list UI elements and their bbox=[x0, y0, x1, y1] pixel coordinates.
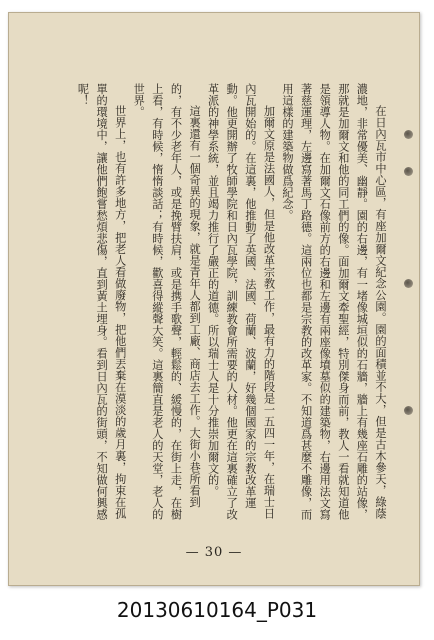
binding-hole-icon bbox=[404, 167, 413, 176]
paragraph-3: 這裏還有一個奇異的現象，就是青年人都到工廠、商店去工作。大街小巷所看到的，有不少老年人，或是挽臂扶肩，或是携手歌聲，輕鬆的、緩慢的，在街上走，在樹上看，有時候，惰惰談話；有時候，歡喜得縱聲大笑。這裏簡直是老人的天堂，老人的世界。 bbox=[132, 83, 202, 520]
vertical-text-body bbox=[76, 83, 389, 523]
page-number: — 30 — bbox=[185, 545, 243, 560]
image-caption: 20130610164_P031 bbox=[116, 598, 318, 622]
paragraph-4: 世界上，也有許多地方，把老人看做廢物，把他們丟棄在漠淡的歲月裏，拘束在孤單的環境中，讓他們飽嘗愁煩悲傷，直到黃土埋身。看到日內瓦的街頭，不知做何興感呢！ bbox=[76, 83, 127, 520]
book-page bbox=[8, 12, 420, 586]
binding-hole-icon bbox=[404, 406, 413, 415]
paragraph-1: 在日內瓦市中心區，有座加爾文紀念公園。園的面積並不大，但是古木參天，綠蔭濃地，非常優美、幽靜。園的右邊，有一堵像城垣似的石牆，牆上有幾座石雕的站像，那就是加爾文和他的同工們的像。面加爾文牽聖經，特別傑身而前，教人一看就知道他是領導人物。在加爾文石像前方的右邊和左邊有兩座像墳墓似的建築物，右邊用法文寫著慈運理，左邊寫著馬丁路德。這兩位也都是宗教的改革家。不知道爲甚麼不雕像，而用這樣的建築物做爲紀念。 bbox=[281, 83, 387, 520]
paragraph-2: 加爾文原是法國人，但是他改革宗教工作，最有力的階段是一五四一年，在瑞士日內瓦開始的。在這裏，他推動了英國、法國、荷蘭、波蘭，好幾個國家的宗教改革運動。他更開辦了牧師學院和日內瓦學院，訓練教會所需要的人材。他更在這裏確立了改革派的神學系統，並且竭力推行了嚴正的道德。所以瑞士人是十分推崇加爾文的。 bbox=[206, 83, 276, 520]
binding-hole-icon bbox=[404, 130, 413, 139]
binding-hole-icon bbox=[404, 279, 413, 288]
